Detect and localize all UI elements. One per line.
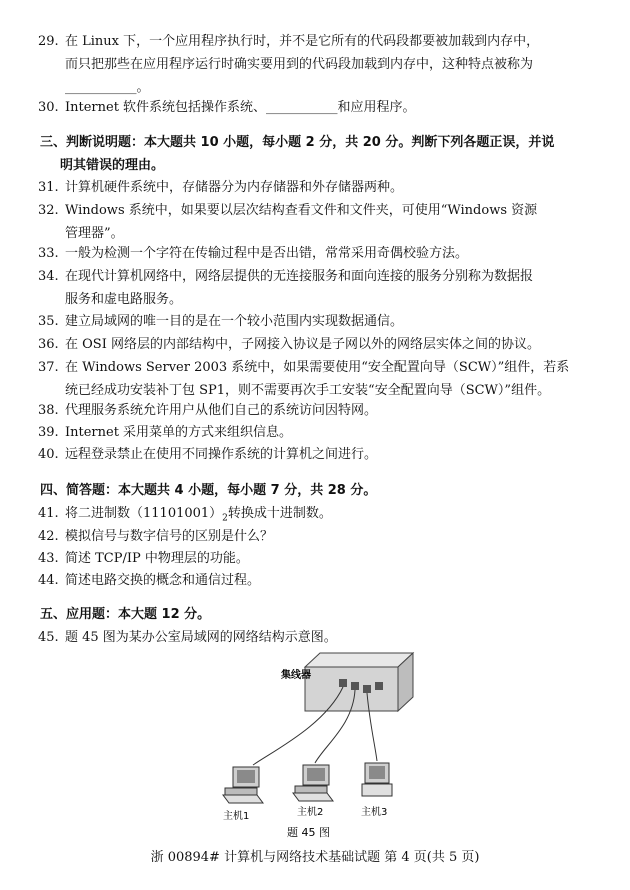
computer-icon [362,763,392,796]
question-37 [38,356,598,402]
page-footer: 浙 00894# 计算机与网络技术基础试题 第 4 页(共 5 页) [150,850,480,865]
question-text: 一般为检测一个字符在传输过程中是否出错，常常采用奇偶校验方法。 [65,246,469,261]
question-number: 37. [38,360,59,375]
question-text: Internet 软件系统包括操作系统、___________和应用程序。 [65,100,416,115]
question-text: 远程登录禁止在使用不同操作系统的计算机之间进行。 [65,447,378,462]
section-5-heading: 五、应用题：本大题 12 分。 [40,607,211,622]
question-33 [38,242,598,265]
computer-icon [293,765,333,801]
question-42 [38,525,598,548]
question-35 [38,310,598,333]
host-1-label: 主机1 [223,811,250,822]
question-text: 计算机硬件系统中，存储器分为内存储器和外存储器两种。 [65,180,404,195]
question-32 [38,199,598,245]
question-text: Internet 采用菜单的方式来组织信息。 [65,425,293,440]
question-text: ___________。 [65,80,150,95]
question-text: 简述电路交换的概念和通信过程。 [65,573,261,588]
question-text: 在 Windows Server 2003 系统中，如果需要使用“安全配置向导（SCW）”组件，若系 [65,360,570,375]
question-34 [38,265,598,311]
question-31 [38,176,598,199]
question-text: 模拟信号与数字信号的区别是什么？ [65,529,274,544]
question-number: 45. [38,630,59,645]
base-subscript: 2 [222,513,228,524]
question-40 [38,443,598,466]
computer-icon [223,767,263,803]
question-number: 38. [38,403,59,418]
question-text: 在现代计算机网络中，网络层提供的无连接服务和面向连接的服务分别称为数据报 [65,269,534,284]
question-number: 29. [38,34,59,49]
question-text: 建立局域网的唯一目的是在一个较小范围内实现数据通信。 [65,314,404,329]
section-3-heading: 三、判断说明题：本大题共 10 小题，每小题 2 分，共 20 分。判断下列各题正误，并说 明其错误的理由。 [40,135,555,173]
question-number: 41. [38,506,59,521]
question-number: 44. [38,573,59,588]
question-text: 服务和虚电路服务。 [65,292,183,307]
question-number: 36. [38,337,59,352]
question-text: 将二进制数$(11101001)_2$转换成十进制数。 [65,506,332,524]
question-number: 43. [38,551,59,566]
question-number: 30. [38,100,59,115]
question-number: 42. [38,529,59,544]
question-number: 35. [38,314,59,329]
question-text: 而只把那些在应用程序运行时确实要用到的代码段加载到内存中，这种特点被称为 [65,57,534,72]
question-39 [38,421,598,444]
question-text: 统已经成功安装补丁包 SP1，则不需要再次手工安装“安全配置向导（SCW）”组件。 [65,383,551,398]
question-36 [38,333,598,356]
network-diagram [205,645,435,840]
hub-icon [305,653,413,711]
question-number: 34. [38,269,59,284]
question-38 [38,399,598,422]
hub-label: 集线器 [281,670,311,681]
host-2-label: 主机2 [297,807,324,818]
figure-caption: 题 45 图 [287,826,330,839]
question-text: 简述 TCP/IP 中物理层的功能。 [65,551,249,566]
section-4-heading: 四、简答题：本大题共 4 小题，每小题 7 分，共 28 分。 [40,483,377,498]
question-number: 32. [38,203,59,218]
question-text: 在 OSI 网络层的内部结构中，子网接入协议是子网以外的网络层实体之间的协议。 [65,337,540,352]
question-number: 39. [38,425,59,440]
question-text: 题 45 图为某办公室局域网的网络结构示意图。 [65,630,337,645]
question-number: 33. [38,246,59,261]
question-29 [38,30,598,99]
question-43 [38,547,598,570]
question-text: 在 Linux 下，一个应用程序执行时，并不是它所有的代码段都要被加载到内存中， [65,34,540,49]
question-text: Windows 系统中，如果要以层次结构查看文件和文件夹，可使用“Windows 资源 [65,203,538,218]
question-text: 管理器”。 [65,226,124,241]
question-number: 40. [38,447,59,462]
question-number: 31. [38,180,59,195]
host-3-label: 主机3 [361,807,388,818]
question-30 [38,96,598,119]
question-text: 代理服务系统允许用户从他们自己的系统访问因特网。 [65,403,378,418]
question-44 [38,569,598,592]
